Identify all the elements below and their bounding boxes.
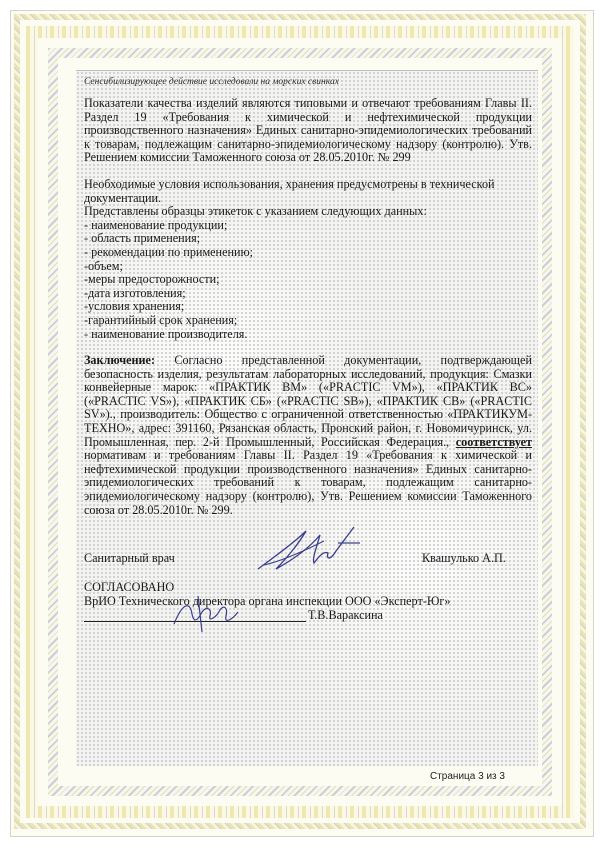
conclusion-paragraph: [84, 354, 532, 517]
labels-intro: Представлены образцы этикеток с указанием следующих данных:: [84, 204, 427, 219]
approval-block: [84, 581, 532, 624]
conclusion-text: Согласно представленной документации, подтверждающей безопасность изделия, результатам лабораторных исследований, продукция: Смазки конвейерные марок: «ПРАКТИК ВМ» («PRACTIC VM»), «ПРАКТИК ВС» («PRACTIC VS»), «ПРАКТИК СБ» («PRACTIC SB»), «ПРАКТИК СВ» («PRACTIC SV»)., производитель: Общество с ограниченной ответственностью «ПРАКТИКУМ-ТЕХНО», адрес: 391160, Рязанская область, Пронский район, г. Новомичуринск, ул. Промышленная, пер. 2-й Промышленный, Российская Федерация.,: [84, 353, 532, 449]
doctor-name: Квашулько А.П.: [422, 551, 506, 566]
list-item: - наименование производителя.: [84, 326, 248, 341]
paragraph-conditions: Необходимые условия использования, хранения предусмотрены в технической документации.: [84, 176, 495, 205]
approver-name: Т.В.Вараксина: [308, 608, 383, 623]
conclusion-verdict: соответствует: [455, 434, 532, 449]
list-item: -дата изготовления;: [84, 285, 186, 300]
conclusion-label: Заключение:: [84, 353, 156, 368]
approval-role: ВрИО Технического директора органа инспекции ООО «Эксперт-Юг»: [84, 593, 451, 608]
labels-list: [84, 219, 532, 341]
doctor-role: Санитарный врач: [84, 551, 175, 566]
list-item: - область применения;: [84, 231, 201, 246]
approval-heading: СОГЛАСОВАНО: [84, 580, 175, 595]
list-item: -меры предосторожности;: [84, 272, 220, 287]
approval-signature-line: [84, 608, 532, 624]
document-body: [76, 70, 538, 766]
page-number: Страница 3 из 3: [430, 771, 505, 782]
approver-signature-icon: [168, 594, 252, 634]
list-item: -гарантийный срок хранения;: [84, 312, 238, 327]
doctor-signature-icon: [254, 521, 364, 575]
list-item: - наименование продукции;: [84, 217, 228, 232]
list-item: -условия хранения;: [84, 299, 185, 314]
header-note: Сенсибилизирующее действие исследовали на морских свинках: [84, 77, 339, 87]
paragraph-quality: Показатели качества изделий являются типовыми и отвечают требованиям Главы II. Раздел 19 «Требования к химической и нефтехимической продукции производственного назначения» Единых санитарно-эпидемиологических требований к товарам, подлежащим санитарно-эпидемиологическому надзору (контролю). Утв. Решением комиссии Таможенного союза от 28.05.2010г. № 299: [84, 96, 532, 165]
list-item: - рекомендации по применению;: [84, 244, 254, 259]
list-item: -объем;: [84, 258, 123, 273]
conclusion-text-after: нормативам и требованиям Главы II. Раздел 19 «Требования к химической и нефтехимической продукции производственного назначения» Единых санитарно-эпидемиологических требований к товарам, подлежащим санитарно-эпидемиологическому надзору (контролю), Утв. Решением комиссии Таможенного союза от 28.05.2010г. № 299.: [84, 448, 532, 517]
doctor-signature-row: [84, 539, 532, 571]
